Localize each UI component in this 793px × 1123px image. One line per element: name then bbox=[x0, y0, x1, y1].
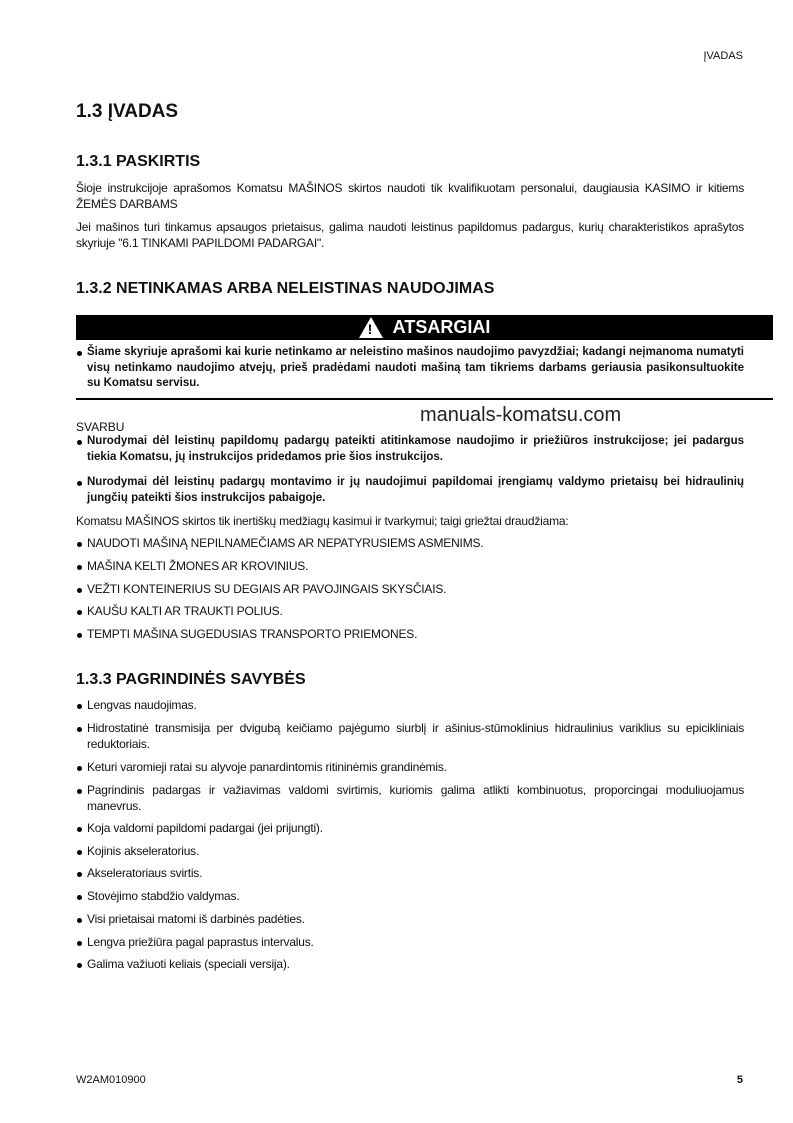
divider bbox=[76, 398, 773, 400]
prohibited-item: VEŽTI KONTEINERIUS SU DEGIAIS AR PAVOJINGAIS SKYSČIAIS. bbox=[76, 582, 744, 598]
paragraph: Komatsu MAŠINOS skirtos tik inertiškų medžiagų kasimui ir tvarkymui; taigi griežtai draudžiama: bbox=[76, 514, 569, 528]
warning-triangle-icon: ! bbox=[359, 317, 383, 338]
paragraph: Jei mašinos turi tinkamus apsaugos prietaisus, galima naudoti leistinus papildomus padargus, kurių charakteristikos aprašytos skyriuje "6.1 TINKAMI PAPILDOMI PADARGAI". bbox=[76, 220, 744, 250]
section-heading-1-3-3: 1.3.3 PAGRINDINĖS SAVYBĖS bbox=[76, 671, 306, 688]
feature-item: Lengva priežiūra pagal paprastus intervalus. bbox=[76, 935, 744, 951]
feature-item: Hidrostatinė transmisija per dvigubą keičiamo pajėgumo siurblį ir ašinius-stūmoklinius hidraulinius variklius su epicikliniais reduktoriais. bbox=[76, 721, 744, 752]
feature-item: Koja valdomi papildomi padargai (jei prijungti). bbox=[76, 821, 744, 837]
feature-item: Stovėjimo stabdžio valdymas. bbox=[76, 889, 744, 905]
feature-item: Kojinis akseleratorius. bbox=[76, 844, 744, 860]
page-title: 1.3 ĮVADAS bbox=[76, 101, 179, 122]
prohibited-item: TEMPTI MAŠINA SUGEDUSIAS TRANSPORTO PRIEMONES. bbox=[76, 627, 744, 643]
prohibited-item: NAUDOTI MAŠINĄ NEPILNAMEČIAMS AR NEPATYRUSIEMS ASMENIMS. bbox=[76, 536, 744, 552]
feature-item: Visi prietaisai matomi iš darbinės padėties. bbox=[76, 912, 744, 928]
important-label: SVARBU bbox=[76, 420, 125, 434]
caution-text: Šiame skyriuje aprašomi kai kurie netinkamo ar neleistino mašinos naudojimo pavyzdžiai; kadangi neįmanoma numatyti visų netinkamo naudojimo atvejų, prieš pradėdami naudoti mašiną tam tikriems darbams geriausia pasikonsultuokite su Komatsu servisu. bbox=[76, 345, 744, 392]
caution-label: ATSARGIAI bbox=[392, 317, 491, 337]
feature-item: Pagrindinis padargas ir važiavimas valdomi svirtimis, kuriomis galima atlikti kombinuotus, proporcingai moduliuojamus manevrus. bbox=[76, 783, 744, 814]
feature-item: Akseleratoriaus svirtis. bbox=[76, 866, 744, 882]
important-item: Nurodymai dėl leistinų papildomų padargų pateikti atitinkamose naudojimo ir priežiūros instrukcijose; jei padargus tiekia Komatsu, jų instrukcijos pridedamos prie šios instrukcijos. bbox=[76, 434, 744, 465]
caution-banner bbox=[76, 315, 773, 340]
feature-item: Galima važiuoti keliais (speciali versija). bbox=[76, 957, 744, 973]
running-header: ĮVADAS bbox=[703, 50, 743, 62]
prohibited-item: MAŠINA KELTI ŽMONES AR KROVINIUS. bbox=[76, 559, 744, 575]
watermark: manuals-komatsu.com bbox=[420, 404, 622, 426]
page-number: 5 bbox=[736, 1074, 743, 1086]
section-heading-1-3-1: 1.3.1 PASKIRTIS bbox=[76, 153, 201, 170]
important-item: Nurodymai dėl leistinų padargų montavimo ir jų naudojimui papildomai įrengiamų valdymo prietaisų bei hidraulinių jungčių pateikti šios instrukcijos pabaigoje. bbox=[76, 475, 744, 506]
feature-item: Lengvas naudojimas. bbox=[76, 698, 744, 714]
section-heading-1-3-2: 1.3.2 NETINKAMAS ARBA NELEISTINAS NAUDOJIMAS bbox=[76, 280, 495, 297]
prohibited-item: KAUŠU KALTI AR TRAUKTI POLIUS. bbox=[76, 604, 744, 620]
feature-item: Keturi varomieji ratai su alyvoje panardintomis ritininėmis grandinėmis. bbox=[76, 760, 744, 776]
paragraph: Šioje instrukcijoje aprašomos Komatsu MAŠINOS skirtos naudoti tik kvalifikuotam personalui, daugiausia KASIMO ir kitiems ŽEMĖS DARBAMS bbox=[76, 181, 744, 211]
document-code: W2AM010900 bbox=[76, 1074, 146, 1086]
